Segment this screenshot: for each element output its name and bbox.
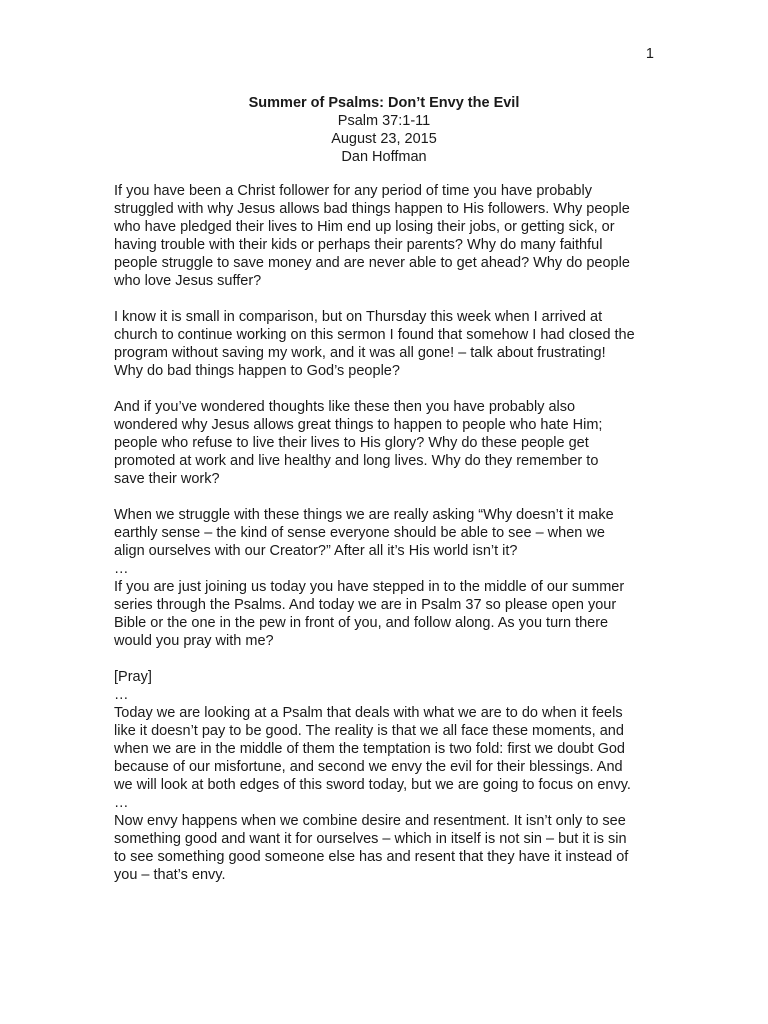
text-line: something good and want it for ourselves – which in itself is not sin – but it is sin	[114, 831, 627, 847]
text-line: If you have been a Christ follower for any period of time you have probably	[114, 183, 592, 199]
paragraph	[114, 506, 662, 650]
text-line: church to continue working on this sermon I found that somehow I had closed the	[114, 327, 635, 343]
text-line: series through the Psalms. And today we are in Psalm 37 so please open your	[114, 597, 617, 613]
text-line: would you pray with me?	[114, 633, 274, 649]
text-line: you – that’s envy.	[114, 867, 226, 883]
text-line: I know it is small in comparison, but on Thursday this week when I arrived at	[114, 309, 603, 325]
text-line: like it doesn’t pay to be good. The reality is that we all face these moments, and	[114, 723, 624, 739]
text-line: because of our misfortune, and second we envy the evil for their blessings. And	[114, 759, 623, 775]
text-line: who have pledged their lives to Him end up losing their jobs, or getting sick, or	[114, 219, 615, 235]
text-line: And if you’ve wondered thoughts like these then you have probably also	[114, 399, 576, 415]
text-line: When we struggle with these things we are really asking “Why doesn’t it make	[114, 507, 614, 523]
text-line: …	[114, 561, 129, 577]
text-line: [Pray]	[114, 669, 152, 685]
sermon-title: Summer of Psalms: Don’t Envy the Evil	[248, 95, 520, 111]
text-line: struggled with why Jesus allows bad things happen to His followers. Why people	[114, 201, 630, 217]
scripture-reference: Psalm 37:1-11	[337, 113, 431, 129]
paragraph	[114, 308, 662, 380]
page-number: 1	[645, 46, 654, 62]
text-line: wondered why Jesus allows great things to happen to people who hate Him;	[114, 417, 603, 433]
text-line: program without saving my work, and it was all gone! – talk about frustrating!	[114, 345, 606, 361]
text-line: having trouble with their kids or perhaps their parents? Why do many faithful	[114, 237, 603, 253]
text-line: align ourselves with our Creator?” After all it’s His world isn’t it?	[114, 543, 518, 559]
text-line: Why do bad things happen to God’s people?	[114, 363, 400, 379]
author-name: Dan Hoffman	[341, 149, 427, 165]
text-line: to see something good someone else has and resent that they have it instead of	[114, 849, 629, 865]
text-line: Bible or the one in the pew in front of you, and follow along. As you turn there	[114, 615, 609, 631]
sermon-body	[114, 182, 662, 884]
text-line: save their work?	[114, 471, 220, 487]
text-line: Today we are looking at a Psalm that deals with what we are to do when it feels	[114, 705, 623, 721]
sermon-header	[0, 94, 768, 166]
text-line: promoted at work and live healthy and long lives. Why do they remember to	[114, 453, 599, 469]
text-line: Now envy happens when we combine desire and resentment. It isn’t only to see	[114, 813, 626, 829]
text-line: …	[114, 687, 129, 703]
sermon-date: August 23, 2015	[331, 131, 437, 147]
text-line: we will look at both edges of this sword today, but we are going to focus on envy.	[114, 777, 631, 793]
text-line: who love Jesus suffer?	[114, 273, 262, 289]
text-line: when we are in the middle of them the temptation is two fold: first we doubt God	[114, 741, 625, 757]
paragraph	[114, 182, 662, 290]
paragraph	[114, 398, 662, 488]
text-line: If you are just joining us today you have stepped in to the middle of our summer	[114, 579, 625, 595]
text-line: people struggle to save money and are never able to get ahead? Why do people	[114, 255, 630, 271]
text-line: earthly sense – the kind of sense everyone should be able to see – when we	[114, 525, 605, 541]
text-line: …	[114, 795, 129, 811]
paragraph	[114, 668, 662, 884]
text-line: people who refuse to live their lives to His glory? Why do these people get	[114, 435, 589, 451]
